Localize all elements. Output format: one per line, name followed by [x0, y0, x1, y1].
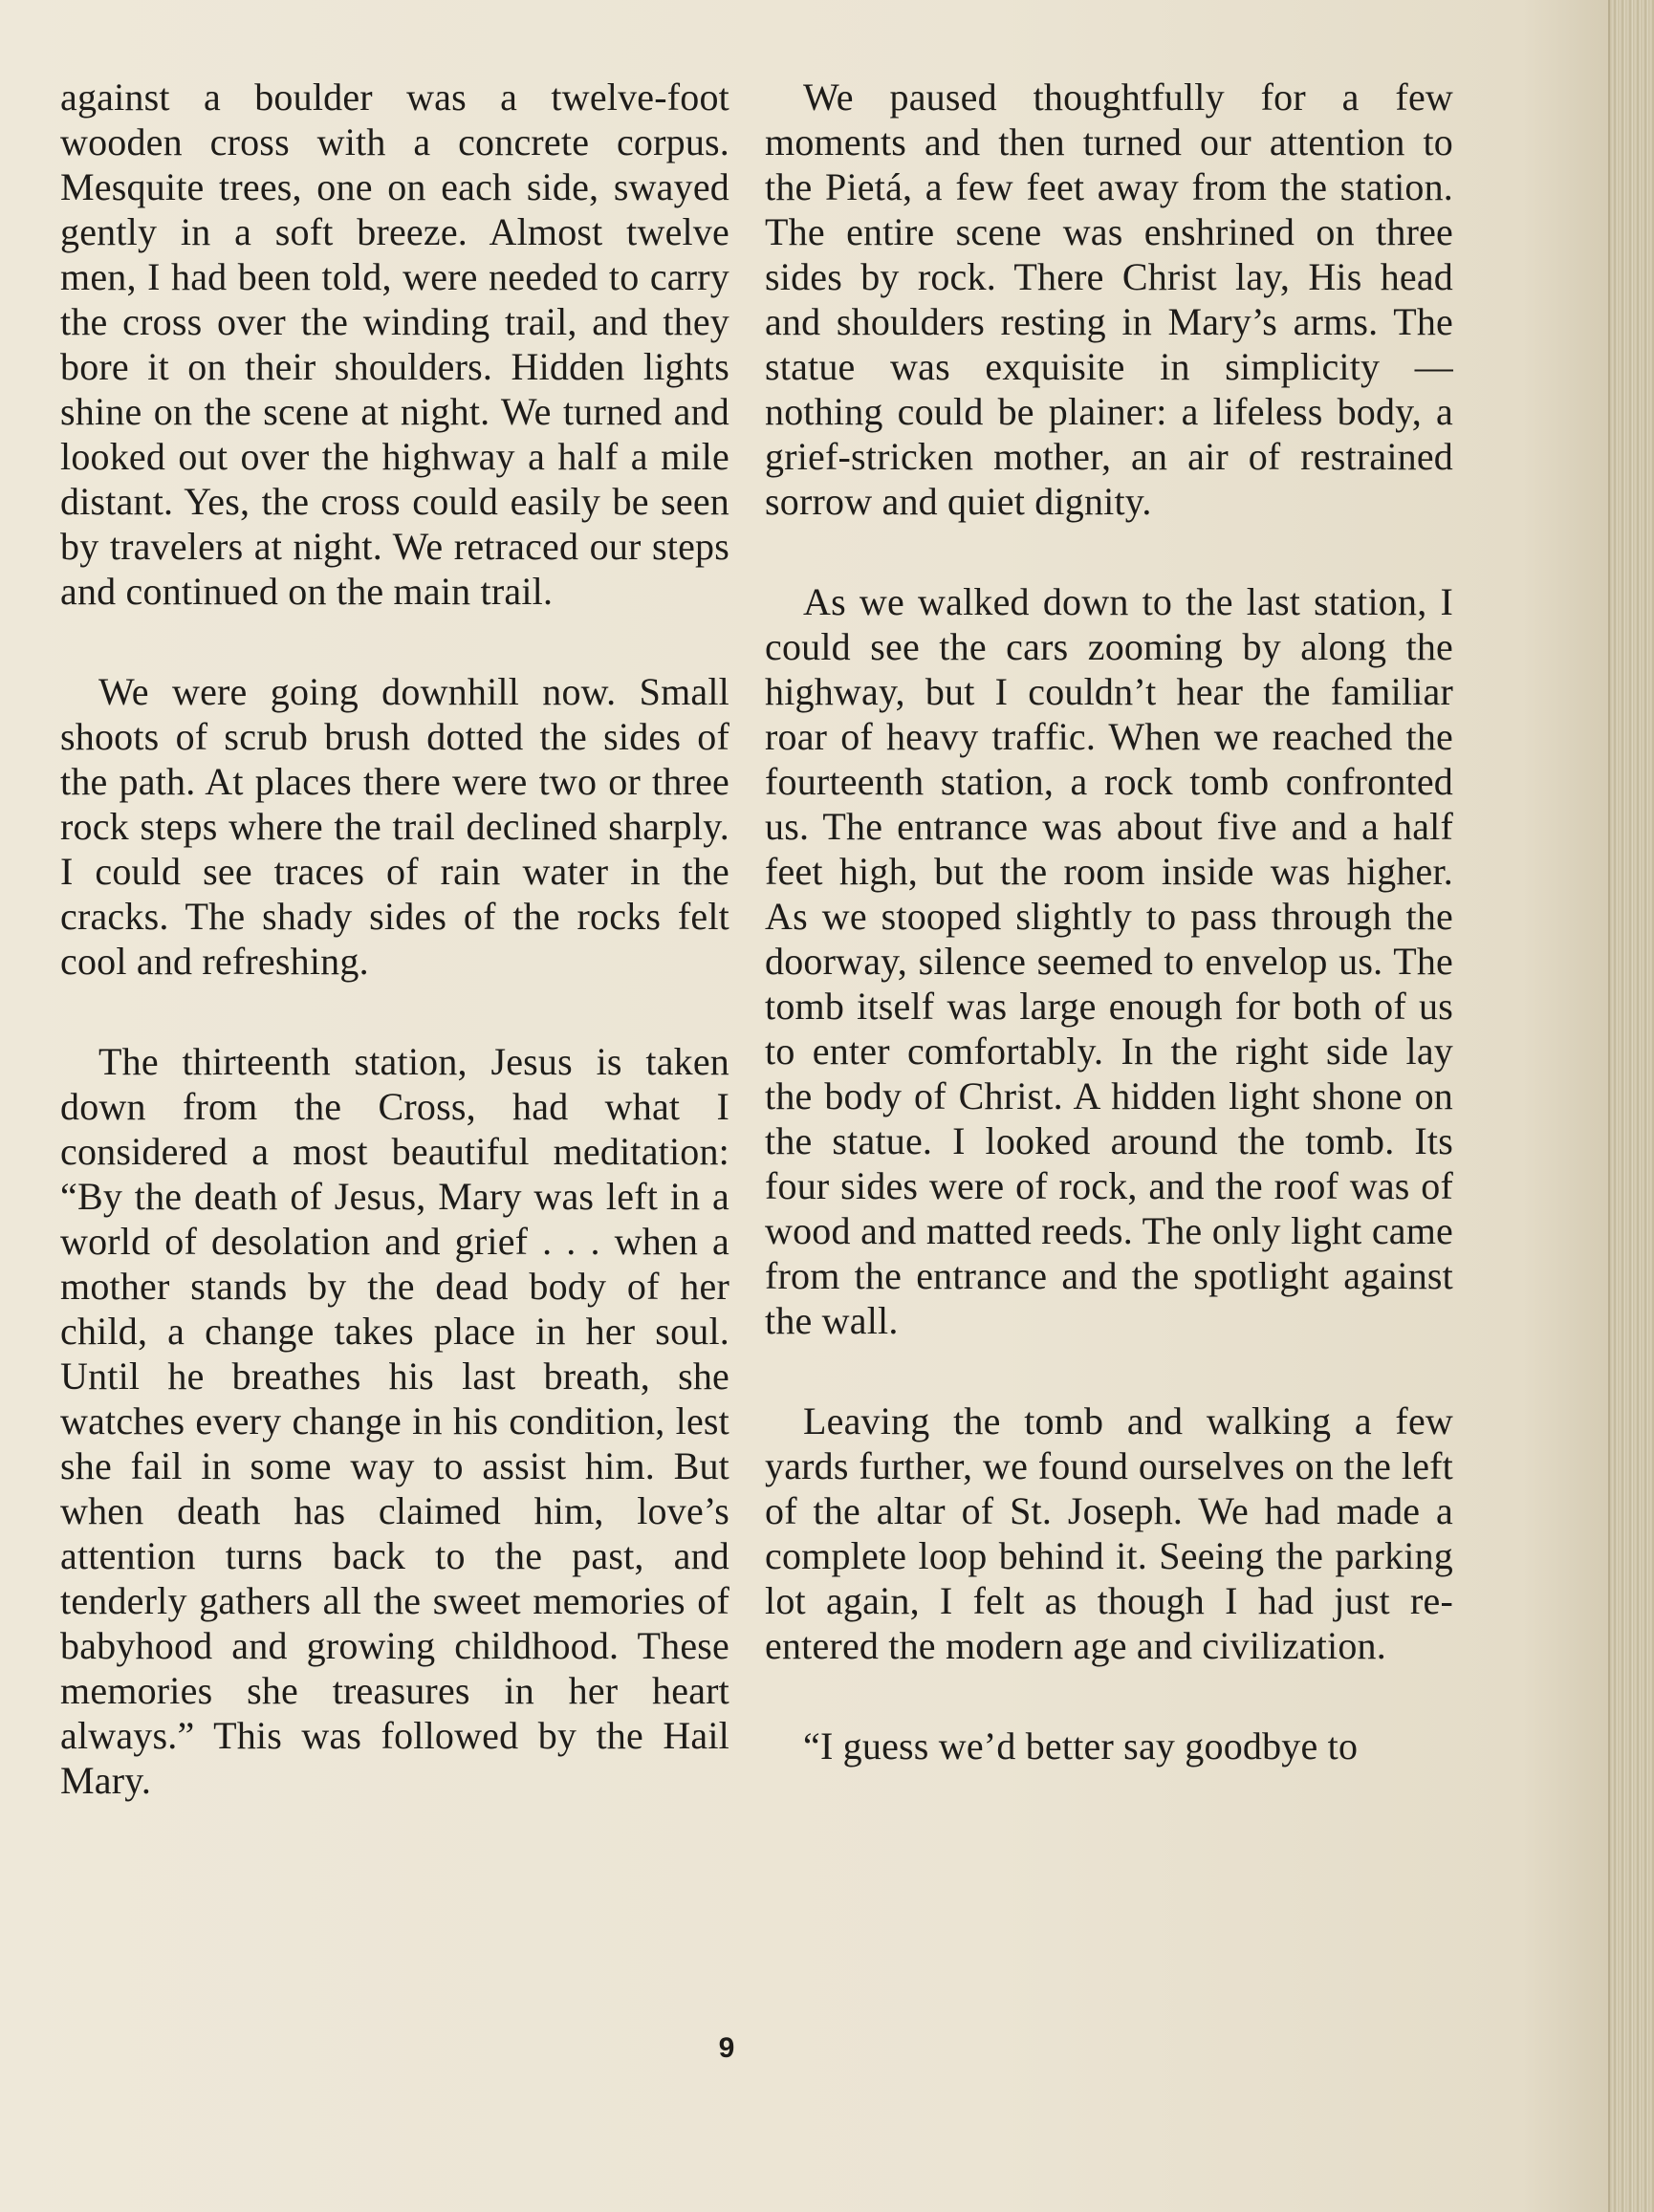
paragraph: against a boulder was a twelve-foot wooden cross with a concrete corpus. Mesquite trees, one on each side, swayed gently in a soft breeze. Almost twelve men, I had been told, were needed to carry the cross over the winding trail, and they bore it on their shoulders. Hidden lights shine on the scene at night. We turned and looked out over the highway a half a mile distant. Yes, the cross could easily be seen by travelers at night. We retraced our steps and continued on the main trail.: [60, 76, 729, 613]
page-number: 9: [718, 2032, 735, 2064]
paragraph: We paused thoughtfully for a few moments and then turned our attention to the Pietá, a few feet away from the station. The entire scene was enshrined on three sides by rock. There Christ lay, His head and shoulders resting in Mary’s arms. The statue was exquisite in simplicity — nothing could be plainer: a lifeless body, a grief-stricken mother, an air of restrained sorrow and quiet dignity.: [765, 76, 1453, 523]
paragraph: As we walked down to the last station, I could see the cars zooming by along the highway, but I couldn’t hear the familiar roar of heavy traffic. When we reached the fourteenth station, a rock tomb confronted us. The entrance was about five and a half feet high, but the room inside was higher. As we stooped slightly to pass through the doorway, silence seemed to envelop us. The tomb itself was large enough for both of us to enter comfortably. In the right side lay the body of Christ. A hidden light shone on the statue. I looked around the tomb. Its four sides were of rock, and the roof was of wood and matted reeds. The only light came from the entrance and the spotlight against the wall.: [765, 580, 1453, 1342]
book-binding-edge: [1608, 0, 1654, 2212]
paragraph: We were going downhill now. Small shoots of scrub brush dotted the sides of the path. At places there were two or three rock steps where the trail declined sharply. I could see traces of rain water in the cracks. The shady sides of the rocks felt cool and refreshing.: [60, 670, 729, 983]
right-column: [765, 75, 1453, 1768]
paragraph: The thirteenth station, Jesus is taken down from the Cross, had what I considered a most beautiful meditation: “By the death of Jesus, Mary was left in a world of desolation and grief . . . when a mother stands by the dead body of her child, a change takes place in her soul. Until he breathes his last breath, she watches every change in his condition, lest she fail in some way to assist him. But when death has claimed him, love’s attention turns back to the past, and tenderly gathers all the sweet memories of babyhood and growing childhood. These memories she treasures in her heart always.” This was followed by the Hail Mary.: [60, 1040, 729, 1802]
paragraph: Leaving the tomb and walking a few yards further, we found ourselves on the left of the altar of St. Joseph. We had made a complete loop behind it. Seeing the parking lot again, I felt as though I had just re-entered the modern age and civilization.: [765, 1399, 1453, 1667]
paragraph: “I guess we’d better say goodbye to: [803, 1724, 1359, 1767]
left-column: [60, 75, 729, 1803]
